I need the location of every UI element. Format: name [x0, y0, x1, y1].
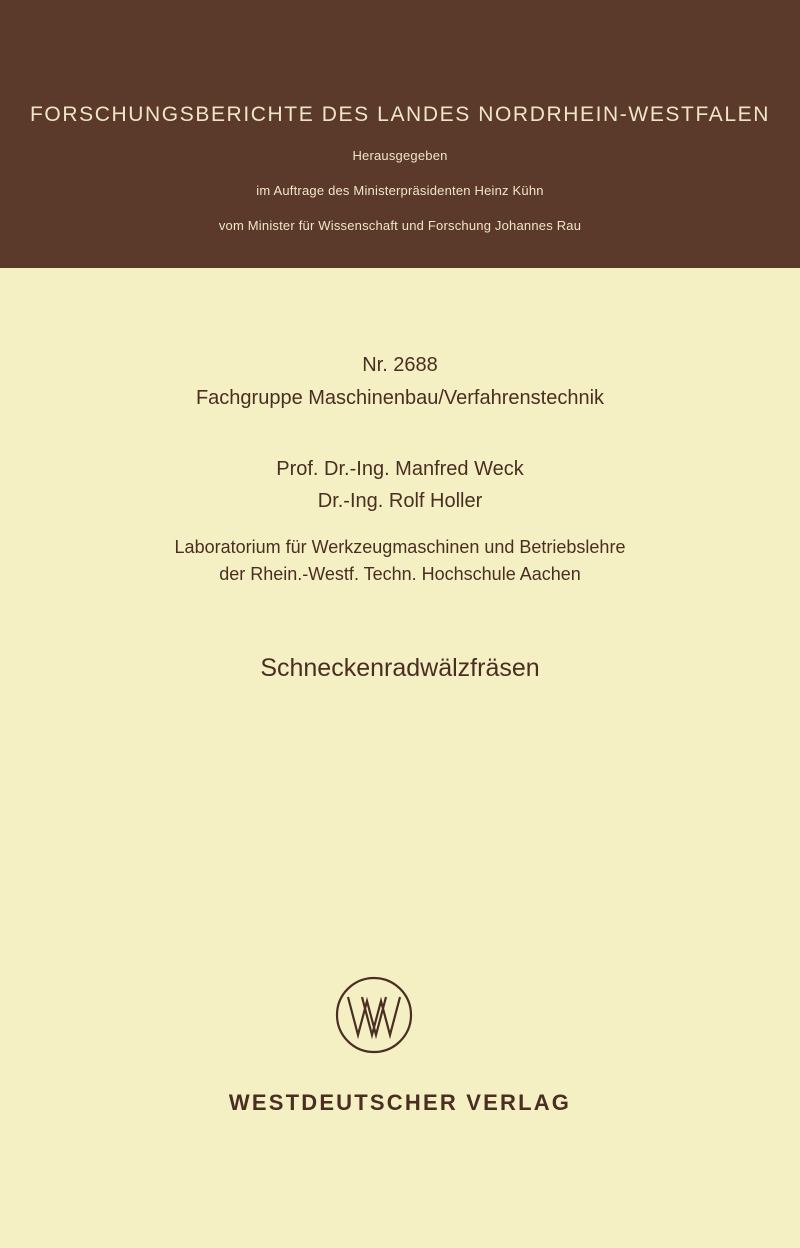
institute-line-2: der Rhein.-Westf. Techn. Hochschule Aachen	[219, 564, 581, 584]
book-title: Schneckenradwälzfräsen	[260, 654, 540, 682]
series-title: FORSCHUNGSBERICHTE DES LANDES NORDRHEIN-WESTFALEN	[30, 103, 770, 126]
author-2: Dr.-Ing. Rolf Holler	[317, 490, 483, 512]
editor-line-3: vom Minister für Wissenschaft und Forschung Johannes Rau	[218, 218, 582, 233]
publisher-name: WESTDEUTSCHER VERLAG	[228, 1090, 572, 1115]
subject-group: Fachgruppe Maschinenbau/Verfahrenstechnik	[195, 387, 605, 409]
editor-line-2: im Auftrage des Ministerpräsidenten Heinz Kühn	[256, 183, 544, 198]
header-band	[0, 0, 800, 268]
institute-line-1: Laboratorium für Werkzeugmaschinen und Betriebslehre	[174, 537, 626, 557]
ww-logo-icon	[334, 975, 414, 1055]
author-1: Prof. Dr.-Ing. Manfred Weck	[276, 458, 524, 480]
editor-line-1: Herausgegeben	[352, 148, 448, 163]
report-number: Nr. 2688	[362, 354, 438, 376]
